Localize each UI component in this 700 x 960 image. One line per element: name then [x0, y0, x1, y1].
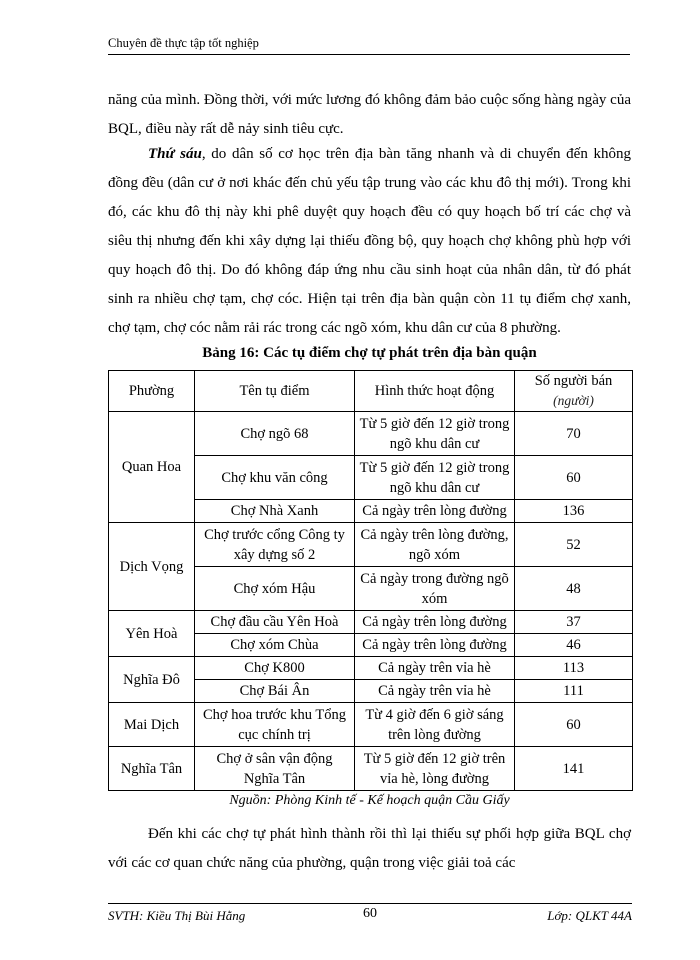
market-name: Chợ khu văn công [195, 456, 355, 500]
paragraph-2-body: , do dân số cơ học trên địa bàn tăng nhanh và di chuyển đến không đồng đều (dân cư ở nơi khác đến chủ yếu tập trung vào các khu đô thị mới). Trong khi đó, các khu đô thị này khi phê duyệt quy hoạch đều có quy hoạch bố trí các chợ và siêu thị nhưng đến khi xây dựng lại thiếu đồng bộ, quy hoạch chợ không phù hợp với quy hoạch đô thị. Do đó không đáp ứng nhu cầu sinh hoạt của nhân dân, từ đó phát sinh ra nhiều chợ tạm, chợ cóc. Hiện tại trên địa bàn quận còn 11 tụ điểm chợ xanh, chợ tạm, chợ cóc nằm rải rác trong các ngõ xóm, khu dân cư của 8 phường. [108, 146, 631, 336]
market-form: Từ 4 giờ đến 6 giờ sáng trên lòng đường [355, 703, 515, 747]
ward-cell: Yên Hoà [109, 611, 195, 657]
paragraph-2 [108, 140, 631, 343]
markets-table [108, 370, 633, 791]
ward-cell: Nghĩa Tân [109, 747, 195, 791]
market-sellers: 113 [515, 657, 633, 680]
header-ward: Phường [109, 371, 195, 412]
header-form: Hình thức hoạt động [355, 371, 515, 412]
header-title: Chuyên đề thực tập tốt nghiệp [108, 36, 259, 50]
header-sellers [515, 371, 633, 412]
page-header [108, 36, 630, 55]
market-name: Chợ ở sân vận động Nghĩa Tân [195, 747, 355, 791]
table-row [109, 611, 633, 634]
paragraph-2-lead: Thứ sáu [148, 146, 202, 162]
market-name: Chợ đầu cầu Yên Hoà [195, 611, 355, 634]
market-form: Cả ngày trên vỉa hè [355, 657, 515, 680]
market-name: Chợ Nhà Xanh [195, 500, 355, 523]
paragraph-3: Đến khi các chợ tự phát hình thành rồi thì lại thiếu sự phối hợp giữa BQL chợ với các cơ quan chức năng của phường, quận trong việc giải toả các [108, 826, 631, 871]
table-caption: Bảng 16: Các tụ điểm chợ tự phát trên địa bàn quận [202, 345, 537, 361]
market-form: Cả ngày trên lòng đường [355, 634, 515, 657]
table-row [109, 703, 633, 747]
market-form: Cả ngày trên lòng đường, ngõ xóm [355, 523, 515, 567]
header-sellers-unit: (người) [553, 393, 594, 408]
market-name: Chợ K800 [195, 657, 355, 680]
table-row [109, 747, 633, 791]
table-row [109, 412, 633, 456]
ward-cell: Nghĩa Đô [109, 657, 195, 703]
market-sellers: 70 [515, 412, 633, 456]
market-sellers: 46 [515, 634, 633, 657]
market-name: Chợ Bái Ân [195, 680, 355, 703]
header-sellers-label: Số người bán [534, 373, 613, 389]
header-name: Tên tụ điểm [195, 371, 355, 412]
market-sellers: 48 [515, 567, 633, 611]
ward-cell: Quan Hoa [109, 412, 195, 523]
table-row [109, 657, 633, 680]
market-sellers: 60 [515, 456, 633, 500]
table-source: Nguồn: Phòng Kinh tế - Kế hoạch quận Cầu Giấy [229, 793, 510, 808]
market-name: Chợ xóm Chùa [195, 634, 355, 657]
market-form: Cả ngày trong đường ngõ xóm [355, 567, 515, 611]
page-number: 60 [363, 906, 377, 921]
market-form: Từ 5 giờ đến 12 giờ trong ngõ khu dân cư [355, 412, 515, 456]
market-form: Cả ngày trên vỉa hè [355, 680, 515, 703]
market-name: Chợ trước cổng Công ty xây dựng số 2 [195, 523, 355, 567]
market-form: Từ 5 giờ đến 12 giờ trong ngõ khu dân cư [355, 456, 515, 500]
ward-cell: Dịch Vọng [109, 523, 195, 611]
market-name: Chợ xóm Hậu [195, 567, 355, 611]
market-name: Chợ ngõ 68 [195, 412, 355, 456]
paragraph-1: năng của mình. Đồng thời, với mức lương đó không đảm bảo cuộc sống hàng ngày của BQL, điều này rất dễ nảy sinh tiêu cực. [108, 92, 631, 137]
market-sellers: 52 [515, 523, 633, 567]
market-sellers: 141 [515, 747, 633, 791]
market-form: Từ 5 giờ đến 12 giờ trên vỉa hè, lòng đường [355, 747, 515, 791]
page-footer [108, 903, 632, 923]
table-row [109, 523, 633, 567]
ward-cell: Mai Dịch [109, 703, 195, 747]
footer-class: Lớp: QLKT 44A [547, 908, 632, 923]
market-name: Chợ hoa trước khu Tổng cục chính trị [195, 703, 355, 747]
market-sellers: 136 [515, 500, 633, 523]
table-header-row [109, 371, 633, 412]
market-sellers: 111 [515, 680, 633, 703]
market-form: Cả ngày trên lòng đường [355, 500, 515, 523]
footer-author: SVTH: Kiều Thị Bùi Hằng [108, 908, 246, 923]
market-sellers: 60 [515, 703, 633, 747]
market-sellers: 37 [515, 611, 633, 634]
market-form: Cả ngày trên lòng đường [355, 611, 515, 634]
